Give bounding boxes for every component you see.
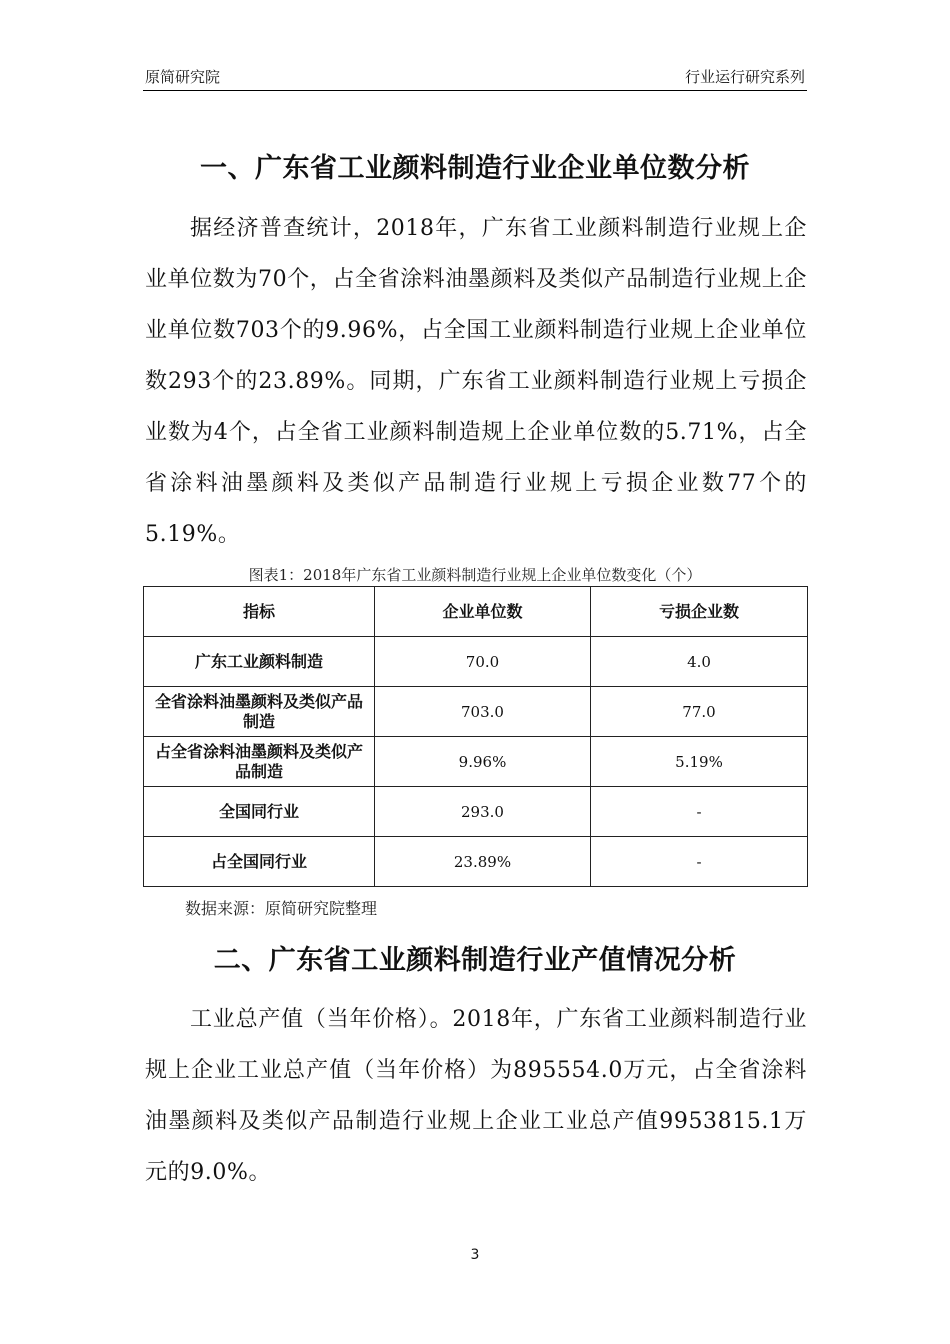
table-row	[144, 787, 808, 837]
section2-paragraph: 工业总产值（当年价格）。2018年，广东省工业颜料制造行业规上企业工业总产值（当年价格）为895554.0万元，占全省涂料油墨颜料及类似产品制造行业规上企业工业总产值9953815.1万元的9.0%。	[145, 1007, 807, 1185]
units-value: 703.0	[375, 687, 591, 737]
section2-title: 二、广东省工业颜料制造行业产值情况分析	[213, 945, 737, 976]
row-label: 全省涂料油墨颜料及类似产品制造	[144, 687, 375, 737]
table-header-row	[144, 587, 808, 637]
table-source-note: 数据来源：原简研究院整理	[185, 899, 378, 918]
units-value: 70.0	[375, 637, 591, 687]
header-right-series: 行业运行研究系列	[684, 68, 805, 86]
header-cell-loss: 亏损企业数	[591, 587, 808, 637]
section1-paragraph: 据经济普查统计，2018年，广东省工业颜料制造行业规上企业单位数为70个，占全省涂料油墨颜料及类似产品制造行业规上企业单位数703个的9.96%，占全国工业颜料制造行业规上企业单位数293个的23.89%。同期，广东省工业颜料制造行业规上亏损企业数为4个，占全省工业颜料制造规上企业单位数的5.71%，占全省涂料油墨颜料及类似产品制造行业规上亏损企业数77个的5.19%。	[145, 216, 807, 547]
row-label: 全国同行业	[144, 787, 375, 837]
table-row	[144, 687, 808, 737]
units-value: 9.96%	[375, 737, 591, 787]
header-cell-units: 企业单位数	[375, 587, 591, 637]
units-value: 293.0	[375, 787, 591, 837]
loss-value: 77.0	[591, 687, 808, 737]
header-divider	[143, 90, 807, 91]
table-row	[144, 837, 808, 887]
enterprise-table	[143, 586, 808, 887]
table-row	[144, 737, 808, 787]
table-row	[144, 637, 808, 687]
page-number: 3	[470, 1247, 480, 1263]
row-label: 占全国同行业	[144, 837, 375, 887]
loss-value: 5.19%	[591, 737, 808, 787]
header-left-org: 原简研究院	[145, 68, 221, 86]
units-value: 23.89%	[375, 837, 591, 887]
table-caption: 图表1：2018年广东省工业颜料制造行业规上企业单位数变化（个）	[248, 566, 702, 584]
header-cell-indicator: 指标	[144, 587, 375, 637]
section1-title: 一、广东省工业颜料制造行业企业单位数分析	[200, 153, 750, 184]
loss-value: -	[591, 787, 808, 837]
loss-value: -	[591, 837, 808, 887]
row-label: 占全省涂料油墨颜料及类似产品制造	[144, 737, 375, 787]
loss-value: 4.0	[591, 637, 808, 687]
row-label: 广东工业颜料制造	[144, 637, 375, 687]
